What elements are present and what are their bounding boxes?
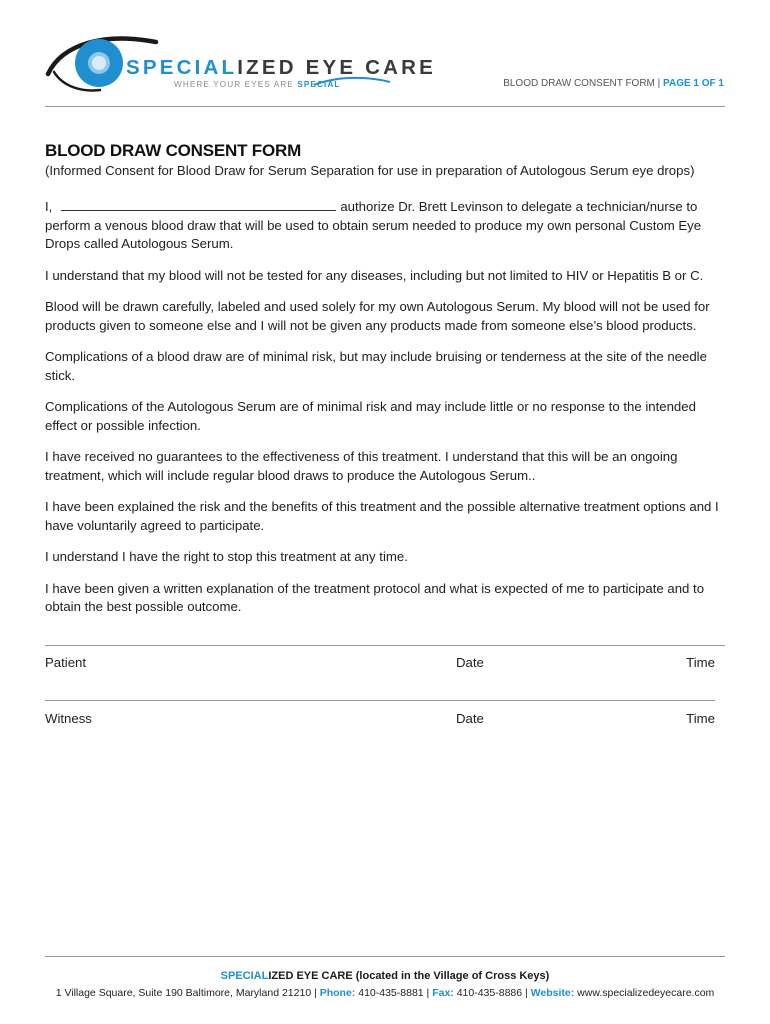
company-logo	[44, 32, 437, 102]
witness-signature-line[interactable]	[45, 700, 715, 701]
consent-paragraph: I have been explained the risk and the benefits of this treatment and the possible alternative treatment options and I have voluntarily agreed to participate.	[45, 499, 719, 533]
consent-paragraph: Complications of a blood draw are of minimal risk, but may include bruising or tenderness at the site of the needle stick.	[45, 349, 707, 383]
patient-signature-line[interactable]	[45, 645, 725, 646]
footer-divider	[45, 956, 725, 957]
footer-phone: 410-435-8881	[355, 987, 424, 999]
consent-paragraph: I understand that my blood will not be tested for any diseases, including but not limited to HIV or Hepatitis B or C.	[45, 267, 704, 283]
witness-date-label: Date	[456, 711, 484, 726]
footer-contact: 1 Village Square, Suite 190 Baltimore, Maryland 21210 | Phone: 410-435-8881 | Fax: 410-435-8886 | Website: www.specializedeyecare.com	[55, 987, 715, 999]
patient-time-label: Time	[686, 655, 715, 670]
consent-paragraph: I have received no guarantees to the effectiveness of this treatment. I understand that this will be an ongoing treatment, which will include regular blood draws to produce the Autologous Serum..	[45, 449, 678, 483]
logo-tagline: WHERE YOUR EYES ARE SPECIAL	[174, 80, 341, 89]
patient-label: Patient	[45, 655, 87, 670]
page-number: PAGE 1 OF 1	[663, 78, 724, 89]
page-label: BLOOD DRAW CONSENT FORM | PAGE 1 OF 1	[503, 78, 724, 89]
patient-name-blank[interactable]	[61, 198, 336, 211]
header-divider	[45, 106, 725, 107]
consent-paragraph: Complications of the Autologous Serum are of minimal risk and may include little or no response to the intended effect or possible infection.	[45, 399, 696, 433]
patient-date-label: Date	[456, 655, 484, 670]
witness-label: Witness	[45, 711, 92, 726]
form-subtitle: (Informed Consent for Blood Draw for Serum Separation for use in preparation of Autologous Serum eye drops)	[45, 163, 695, 178]
footer-company: SPECIALIZED EYE CARE (located in the Village of Cross Keys)	[220, 970, 550, 982]
footer-fax: 410-435-8886	[453, 987, 523, 999]
form-title: BLOOD DRAW CONSENT FORM	[45, 141, 302, 160]
logo-wordmark: SPECIALIZED EYE CARE	[126, 56, 437, 79]
consent-paragraph: I have been given a written explanation of the treatment protocol and what is expected of me to participate and to obtain the best possible outcome.	[45, 580, 705, 614]
logo-swoosh-icon	[312, 74, 392, 88]
footer-address: 1 Village Square, Suite 190 Baltimore, Maryland 21210	[55, 987, 312, 999]
witness-time-label: Time	[686, 711, 715, 726]
footer-website-link[interactable]: www.specializedeyecare.com	[574, 987, 715, 999]
consent-paragraph: I understand I have the right to stop this treatment at any time.	[45, 549, 408, 564]
consent-paragraph: Blood will be drawn carefully, labeled and used solely for my own Autologous Serum. My blood will not be used for products given to someone else and I will not be given any products made from someone else’s blood products.	[45, 299, 710, 333]
intro-paragraph: I, authorize Dr. Brett Levinson to delegate a technician/nurse to perform a venous blood draw that will be used to obtain serum needed to produce my own personal Custom Eye Drops called Autologous Serum.	[45, 199, 702, 251]
consent-body	[45, 198, 727, 630]
